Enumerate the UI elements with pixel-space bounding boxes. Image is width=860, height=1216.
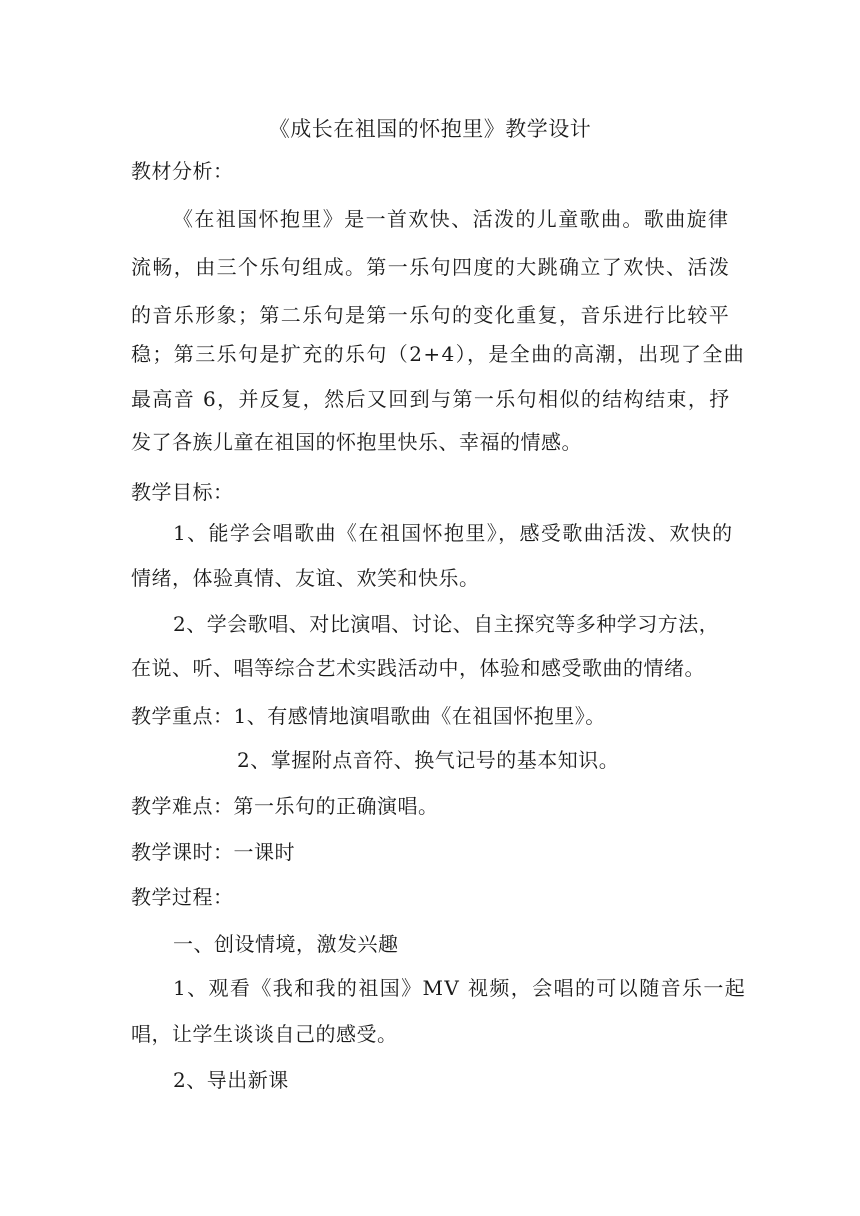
analysis-line: 最高音 6，并反复，然后又回到与第一乐句相似的结构结束，抒 xyxy=(131,387,731,411)
analysis-line: 的音乐形象；第二乐句是第一乐句的变化重复，音乐进行比较平 xyxy=(131,303,731,327)
process-line: 一、创设情境，激发兴趣 xyxy=(173,932,399,956)
goals-heading: 教学目标： xyxy=(131,480,234,504)
process-line: 2、导出新课 xyxy=(173,1068,289,1092)
process-line: 1、观看《我和我的祖国》MV 视频，会唱的可以随音乐一起 xyxy=(173,976,747,1000)
goals-line: 在说、听、唱等综合艺术实践活动中，体验和感受歌曲的情绪。 xyxy=(131,656,705,680)
goals-line: 情绪，体验真情、友谊、欢笑和快乐。 xyxy=(131,566,480,590)
analysis-line: 发了各族儿童在祖国的怀抱里快乐、幸福的情感。 xyxy=(131,430,582,454)
analysis-line: 流畅，由三个乐句组成。第一乐句四度的大跳确立了欢快、活泼 xyxy=(131,255,731,279)
difficulty-line: 教学难点：第一乐句的正确演唱。 xyxy=(131,794,439,818)
analysis-line: 稳；第三乐句是扩充的乐句（2+4），是全曲的高潮，出现了全曲 xyxy=(131,342,746,366)
goals-line: 1、能学会唱歌曲《在祖国怀抱里》，感受歌曲活泼、欢快的 xyxy=(173,521,734,545)
periods-line: 教学课时：一课时 xyxy=(131,840,295,864)
analysis-line: 《在祖国怀抱里》是一首欢快、活泼的儿童歌曲。歌曲旋律 xyxy=(173,207,730,231)
process-heading: 教学过程： xyxy=(131,885,234,909)
process-line: 唱，让学生谈谈自己的感受。 xyxy=(131,1022,398,1046)
goals-line: 2、学会歌唱、对比演唱、讨论、自主探究等多种学习方法， xyxy=(173,612,720,636)
key-points-line: 2、掌握附点音符、换气记号的基本知识。 xyxy=(237,748,620,772)
key-points-line: 教学重点：1、有感情地演唱歌曲《在祖国怀抱里》。 xyxy=(131,704,606,728)
document-title: 《成长在祖国的怀抱里》教学设计 xyxy=(268,117,592,141)
analysis-heading: 教材分析： xyxy=(131,159,234,183)
